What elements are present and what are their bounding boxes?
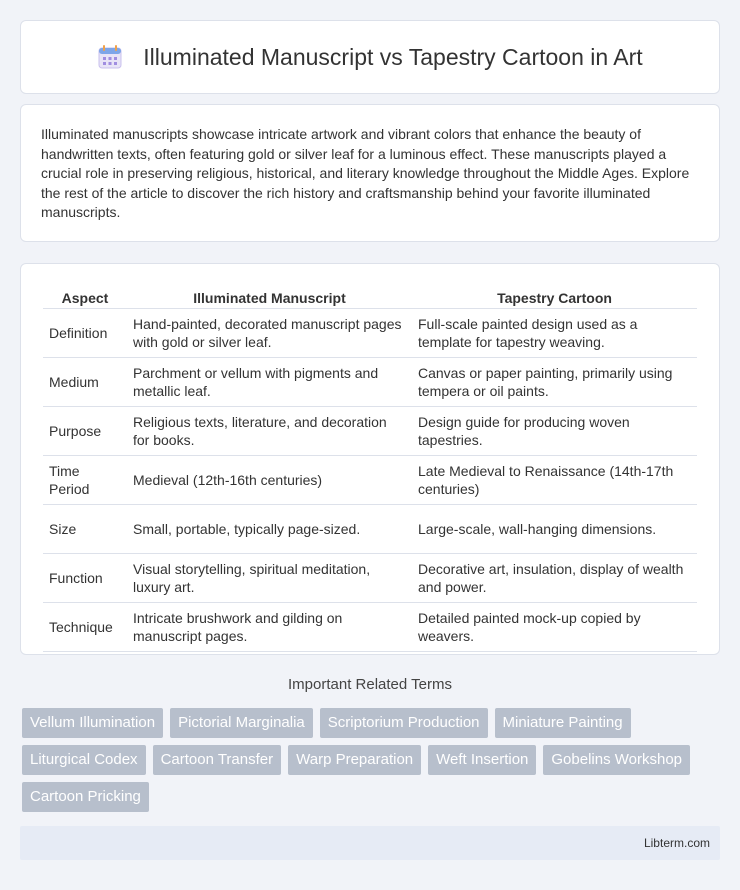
table-row [43,309,697,358]
tapestry-cell: Large-scale, wall-hanging dimensions. [412,505,697,554]
related-term-tag[interactable]: Cartoon Transfer [153,745,282,775]
tapestry-cell: Design guide for producing woven tapestries. [412,407,697,456]
header-card [20,20,720,94]
manuscript-cell: Parchment or vellum with pigments and metallic leaf. [127,358,412,407]
column-header-aspect: Aspect [43,284,127,309]
table-row [43,505,697,554]
footer [20,826,720,860]
related-term-tag[interactable]: Warp Preparation [288,745,421,775]
related-term-tag[interactable]: Gobelins Workshop [543,745,690,775]
tapestry-cell: Canvas or paper painting, primarily using tempera or oil paints. [412,358,697,407]
related-term-tag[interactable]: Cartoon Pricking [22,782,149,812]
table-row [43,456,697,505]
related-term-tag[interactable]: Vellum Illumination [22,708,163,738]
aspect-cell: Purpose [43,407,127,456]
aspect-cell: Definition [43,309,127,358]
related-term-tag[interactable]: Scriptorium Production [320,708,488,738]
column-header-tapestry: Tapestry Cartoon [412,284,697,309]
tapestry-cell: Detailed painted mock-up copied by weavers. [412,603,697,652]
related-term-tag[interactable]: Liturgical Codex [22,745,146,775]
tapestry-cell: Full-scale painted design used as a template for tapestry weaving. [412,309,697,358]
related-term-tag[interactable]: Pictorial Marginalia [170,708,313,738]
calendar-icon [97,44,123,70]
related-terms-list [22,708,722,819]
table-row [43,603,697,652]
comparison-table [43,284,697,652]
page-title: Illuminated Manuscript vs Tapestry Cartoon in Art [143,43,643,70]
manuscript-cell: Intricate brushwork and gilding on manuscript pages. [127,603,412,652]
column-header-manuscript: Illuminated Manuscript [127,284,412,309]
related-term-tag[interactable]: Weft Insertion [428,745,536,775]
related-term-tag[interactable]: Miniature Painting [495,708,631,738]
aspect-cell: Function [43,554,127,603]
manuscript-cell: Hand-painted, decorated manuscript pages with gold or silver leaf. [127,309,412,358]
tapestry-cell: Late Medieval to Renaissance (14th-17th centuries) [412,456,697,505]
aspect-cell: Medium [43,358,127,407]
manuscript-cell: Small, portable, typically page-sized. [127,505,412,554]
intro-card [20,104,720,242]
manuscript-cell: Visual storytelling, spiritual meditation, luxury art. [127,554,412,603]
footer-site-link[interactable]: Libterm.com [643,836,710,850]
intro-text: Illuminated manuscripts showcase intricate artwork and vibrant colors that enhance the beauty of handwritten texts, often featuring gold or silver leaf for a luminous effect. These manuscripts played a crucial role in preserving religious, historical, and literary knowledge throughout the Middle Ages. Explore the rest of the article to discover the rich history and craftsmanship behind your favorite illuminated manuscripts. [41,126,690,221]
tapestry-cell: Decorative art, insulation, display of wealth and power. [412,554,697,603]
manuscript-cell: Religious texts, literature, and decoration for books. [127,407,412,456]
aspect-cell: Technique [43,603,127,652]
related-terms-title: Important Related Terms [288,676,452,693]
comparison-table-card [20,263,720,655]
aspect-cell: Time Period [43,456,127,505]
manuscript-cell: Medieval (12th-16th centuries) [127,456,412,505]
table-row [43,407,697,456]
table-row [43,554,697,603]
aspect-cell: Size [43,505,127,554]
table-row [43,358,697,407]
